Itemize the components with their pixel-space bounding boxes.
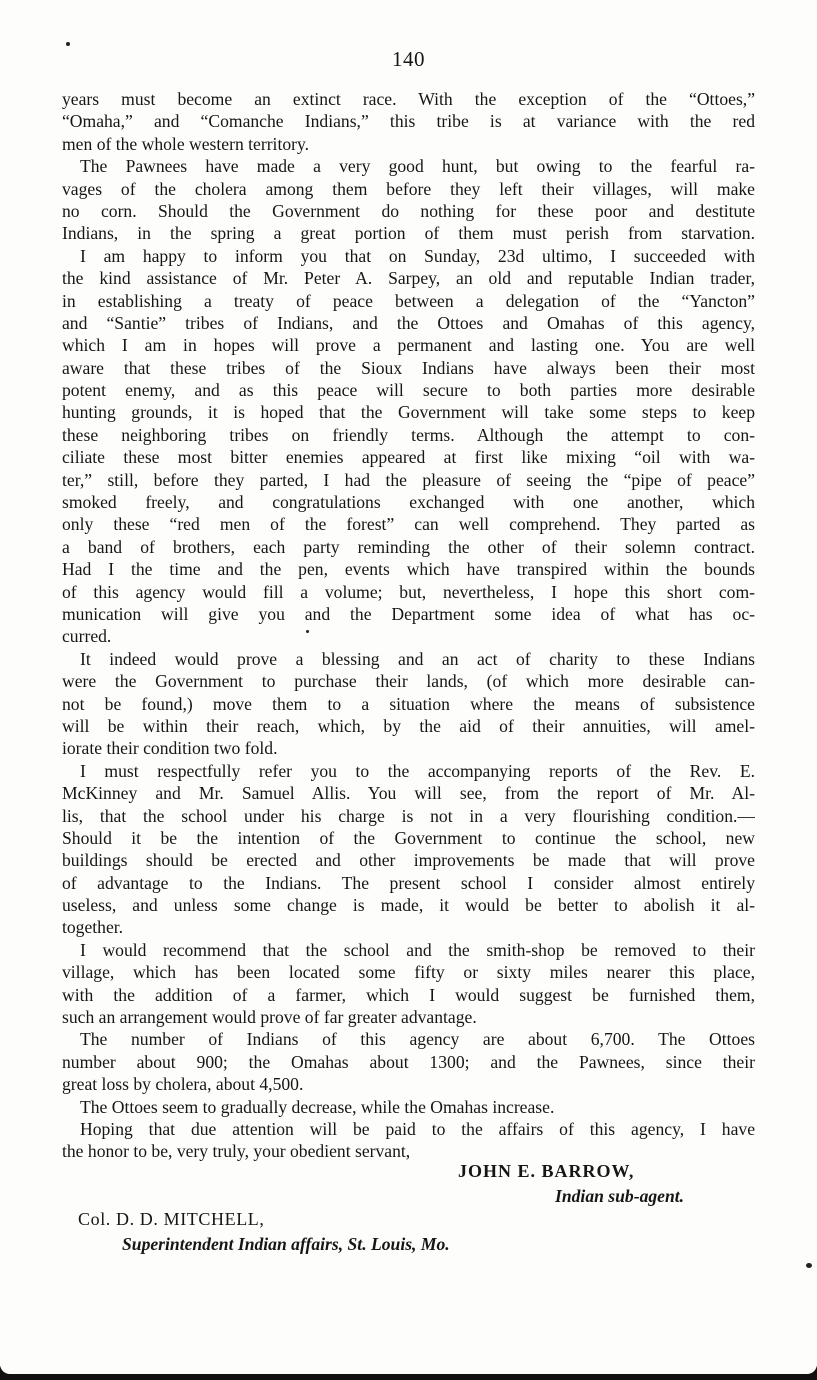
body-line: a band of brothers, each party reminding the other of their solemn contract.	[62, 536, 755, 557]
body-line: years must become an extinct race. With the exception of the “Ottoes,”	[62, 89, 755, 109]
body-line: I must respectfully refer you to the accompanying reports of the Rev. E.	[80, 760, 755, 781]
letter-body	[62, 88, 755, 1163]
body-line: The Pawnees have made a very good hunt, but owing to the fearful ra-	[80, 156, 755, 177]
body-line: Had I the time and the pen, events which have transpired within the bounds	[62, 559, 755, 580]
body-line: The number of Indians of this agency are about 6,700. The Ottoes	[80, 1029, 755, 1050]
body-line: village, which has been located some fifty or sixty miles nearer this place,	[62, 962, 755, 983]
body-line: Should it be the intention of the Government to continue the school, new	[62, 827, 755, 848]
body-line: It indeed would prove a blessing and an act of charity to these Indians	[80, 648, 755, 669]
body-line: with the addition of a farmer, which I would suggest be furnished them,	[62, 984, 755, 1005]
body-line: the kind assistance of Mr. Peter A. Sarpey, an old and reputable Indian trader,	[62, 268, 755, 289]
body-line: such an arrangement would prove of far greater advantage.	[62, 1007, 477, 1028]
body-line: curred.	[62, 626, 112, 647]
body-line: ciliate these most bitter enemies appeared at first like mixing “oil with wa-	[62, 447, 755, 468]
signature-name: JOHN E. BARROW,	[458, 1161, 635, 1181]
body-line: munication will give you and the Department some idea of what has oc-	[62, 603, 755, 624]
body-line: I would recommend that the school and the smith-shop be removed to their	[80, 939, 755, 960]
body-line: will be within their reach, which, by the aid of their annuities, will amel-	[62, 715, 755, 736]
body-line: Indians, in the spring a great portion of them must perish from starvation.	[62, 223, 755, 244]
body-line: number about 900; the Omahas about 1300; and the Pawnees, since their	[62, 1051, 755, 1072]
body-line: useless, and unless some change is made, it would be better to abolish it al-	[62, 895, 755, 916]
body-line: were the Government to purchase their lands, (of which more desirable can-	[62, 671, 755, 692]
addressee-name: Col. D. D. MITCHELL,	[78, 1209, 265, 1229]
body-line: only these “red men of the forest” can well comprehend. They parted as	[62, 514, 755, 535]
ink-speck	[66, 42, 70, 46]
page-bottom-margin	[0, 1364, 817, 1374]
body-line: ter,” still, before they parted, I had the pleasure of seeing the “pipe of peace”	[62, 469, 755, 490]
body-line: these neighboring tribes on friendly terms. Although the attempt to con-	[62, 424, 755, 445]
body-line: hunting grounds, it is hoped that the Government will take some steps to keep	[62, 402, 755, 423]
ink-speck	[806, 1263, 812, 1268]
body-line: “Omaha,” and “Comanche Indians,” this tribe is at variance with the red	[62, 111, 755, 132]
body-line: lis, that the school under his charge is not in a very flourishing condition.—	[62, 805, 755, 826]
body-line: vages of the cholera among them before they left their villages, will make	[62, 178, 755, 199]
body-line: men of the whole western territory.	[62, 133, 310, 154]
addressee-title: Superintendent Indian affairs, St. Louis, Mo.	[122, 1234, 450, 1254]
body-line: McKinney and Mr. Samuel Allis. You will see, from the report of Mr. Al-	[62, 783, 755, 804]
body-line: of advantage to the Indians. The present school I consider almost entirely	[62, 872, 755, 893]
body-line: together.	[62, 917, 124, 938]
body-line: and “Santie” tribes of Indians, and the Ottoes and Omahas of this agency,	[62, 312, 755, 333]
body-line: buildings should be erected and other improvements be made that will prove	[62, 850, 755, 871]
body-line: not be found,) move them to a situation where the means of subsistence	[62, 693, 755, 714]
body-line: potent enemy, and as this peace will secure to both parties more desirable	[62, 380, 755, 401]
body-line: of this agency would fill a volume; but, nevertheless, I hope this short com-	[62, 581, 755, 602]
body-line: iorate their condition two fold.	[62, 738, 278, 759]
signature-title: Indian sub-agent.	[555, 1186, 685, 1206]
body-line: Hoping that due attention will be paid to the affairs of this agency, I have	[80, 1118, 755, 1139]
body-line: in establishing a treaty of peace between a delegation of the “Yancton”	[62, 290, 755, 311]
body-line: I am happy to inform you that on Sunday, 23d ultimo, I succeeded with	[80, 245, 755, 266]
body-line: aware that these tribes of the Sioux Indians have always been their most	[62, 357, 755, 378]
body-line: which I am in hopes will prove a permanent and lasting one. You are well	[62, 335, 755, 356]
body-line: smoked freely, and congratulations exchanged with one another, which	[62, 492, 755, 513]
body-line: the honor to be, very truly, your obedient servant,	[62, 1141, 411, 1162]
ink-speck	[306, 630, 309, 633]
body-line: no corn. Should the Government do nothing for these poor and destitute	[62, 200, 755, 221]
body-line: great loss by cholera, about 4,500.	[62, 1074, 304, 1095]
body-line: The Ottoes seem to gradually decrease, while the Omahas increase.	[80, 1096, 555, 1117]
page-number: 140	[392, 47, 425, 71]
